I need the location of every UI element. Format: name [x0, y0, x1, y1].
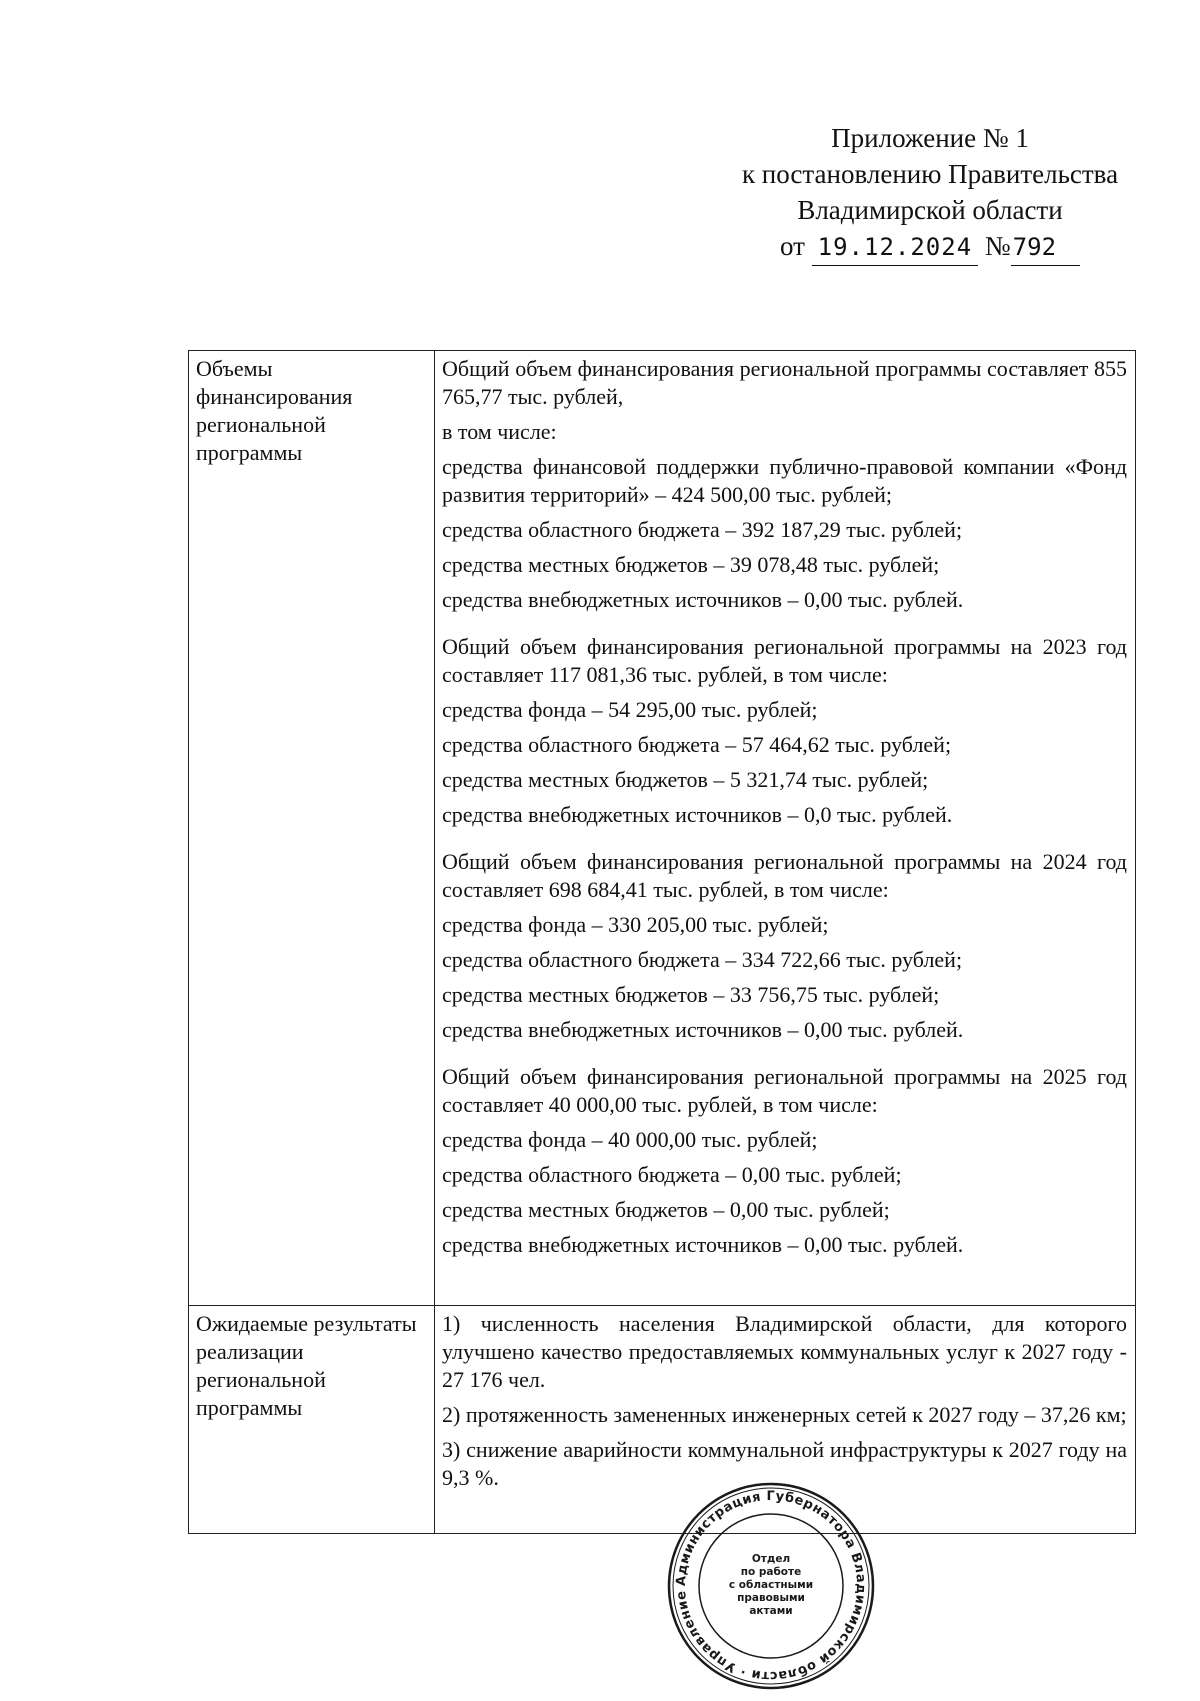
number-prefix: № [984, 231, 1011, 261]
paragraph: средства областного бюджета – 0,00 тыс. рублей; [442, 1162, 902, 1187]
resolution-number: 792 [1011, 229, 1080, 266]
paragraph: средства внебюджетных источников – 0,00 тыс. рублей. [442, 1017, 964, 1042]
spacer [442, 621, 1127, 633]
paragraph: средства областного бюджета – 392 187,29 тыс. рублей; [442, 517, 963, 542]
result-item: 1) численность населения Владимирской области, для которого улучшено качество предоставляемых коммунальных услуг к 2027 году - 27 176 чел. [442, 1311, 1127, 1392]
paragraph: средства местных бюджетов – 39 078,48 тыс. рублей; [442, 552, 940, 577]
paragraph: средства внебюджетных источников – 0,00 тыс. рублей. [442, 1232, 964, 1257]
stamp-center [715, 1553, 827, 1618]
paragraph: средства внебюджетных источников – 0,00 тыс. рублей. [442, 587, 964, 612]
appendix-title: Приложение № 1 [831, 123, 1029, 153]
paragraph: средства областного бюджета – 334 722,66 тыс. рублей; [442, 947, 963, 972]
resolution-date: 19.12.2024 [812, 229, 979, 266]
stamp-line: актами [749, 1605, 793, 1617]
paragraph: средства местных бюджетов – 0,00 тыс. рублей; [442, 1197, 890, 1222]
stamp-line: по работе [740, 1566, 802, 1578]
financing-group-total [442, 355, 1127, 614]
date-prefix: от [779, 231, 805, 261]
paragraph: в том числе: [442, 419, 557, 444]
paragraph: Общий объем финансирования региональной программы на 2025 год составляет 40 000,00 тыс. рублей, в том числе: [442, 1064, 1127, 1117]
financing-cell [435, 351, 1136, 1306]
paragraph: Общий объем финансирования региональной программы на 2024 год составляет 698 684,41 тыс. рублей, в том числе: [442, 849, 1127, 902]
row-label: Объемы финансирования региональной программы [189, 351, 435, 1306]
paragraph: средства местных бюджетов – 5 321,74 тыс. рублей; [442, 767, 929, 792]
paragraph: средства внебюджетных источников – 0,0 тыс. рублей. [442, 802, 953, 827]
paragraph: Общий объем финансирования региональной программы составляет 855 765,77 тыс. рублей, [442, 356, 1127, 409]
stamp-line: Отдел [751, 1553, 791, 1565]
paragraph: средства финансовой поддержки публично-правовой компании «Фонд развития территорий» – 424 500,00 тыс. рублей; [442, 454, 1127, 507]
stamp-line: с областными [728, 1579, 814, 1591]
spacer [442, 1051, 1127, 1063]
row-label: Ожидаемые результаты реализации региональной программы [189, 1306, 435, 1534]
appendix-header [700, 120, 1160, 266]
financing-group-2024 [442, 848, 1127, 1044]
paragraph: Общий объем финансирования региональной программы на 2023 год составляет 117 081,36 тыс. рублей, в том числе: [442, 634, 1127, 687]
financing-group-2023 [442, 633, 1127, 829]
stamp-ring-text: Администрация Губернатора Владимирской области · Управление [673, 1488, 869, 1684]
paragraph: средства местных бюджетов – 33 756,75 тыс. рублей; [442, 982, 940, 1007]
program-table [188, 350, 1136, 1534]
result-item: 2) протяженность замененных инженерных сетей к 2027 году – 37,26 км; [442, 1402, 1127, 1427]
appendix-region: Владимирской области [797, 195, 1063, 225]
paragraph: средства областного бюджета – 57 464,62 тыс. рублей; [442, 732, 952, 757]
paragraph: средства фонда – 54 295,00 тыс. рублей; [442, 697, 818, 722]
appendix-date-line [700, 228, 1160, 266]
official-stamp [665, 1480, 877, 1692]
paragraph: средства фонда – 40 000,00 тыс. рублей; [442, 1127, 818, 1152]
table-row [189, 351, 1136, 1306]
financing-group-2025 [442, 1063, 1127, 1259]
appendix-to-resolution: к постановлению Правительства [741, 159, 1119, 189]
stamp-line: правовыми [737, 1592, 805, 1604]
spacer [442, 836, 1127, 848]
table-row [189, 1306, 1136, 1534]
result-item: 3) снижение аварийности коммунальной инфраструктуры к 2027 году на 9,3 %. [442, 1437, 1127, 1490]
paragraph: средства фонда – 330 205,00 тыс. рублей; [442, 912, 829, 937]
